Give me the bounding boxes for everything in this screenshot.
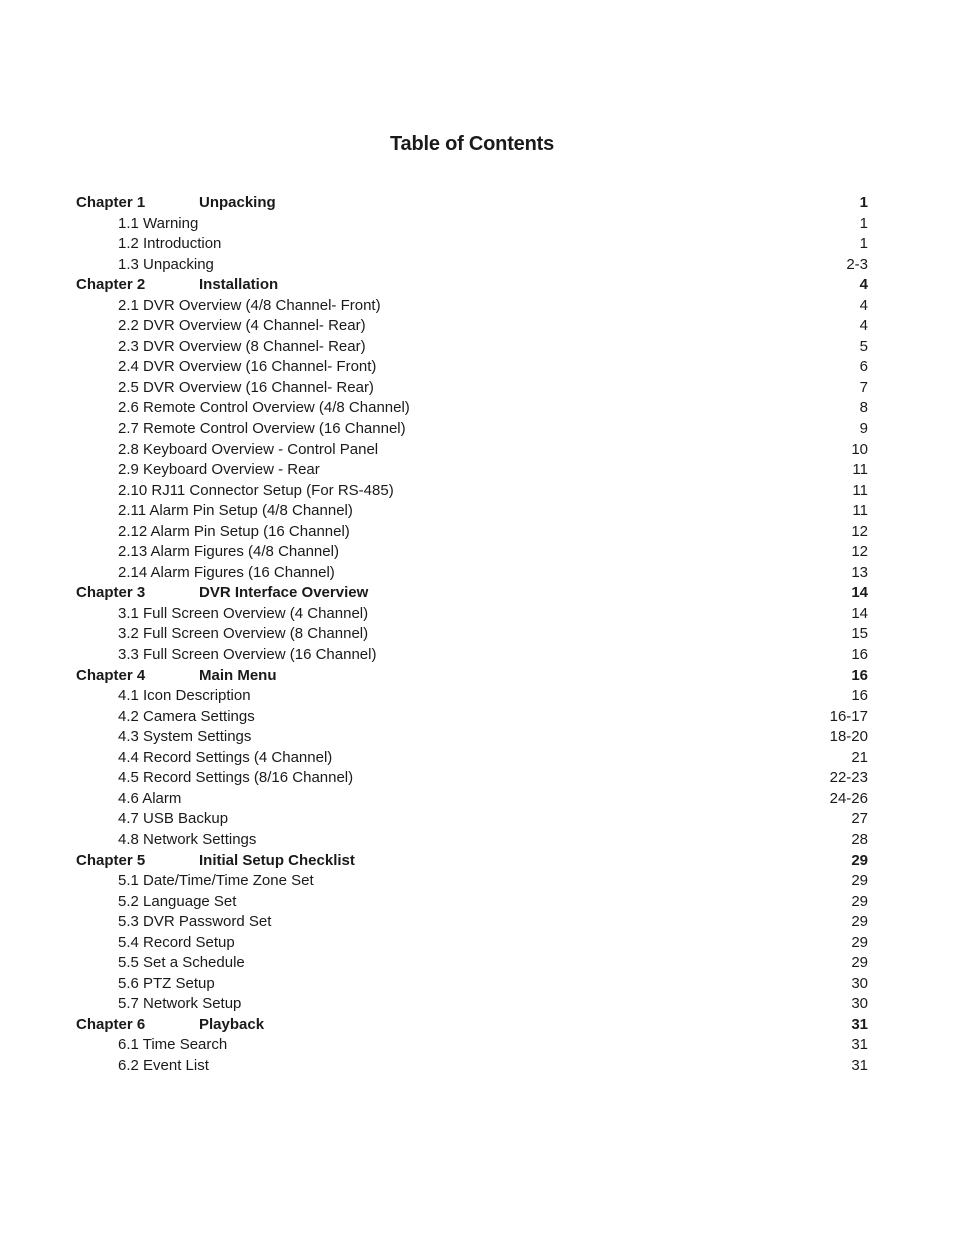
section-page-number: 16 (851, 646, 868, 664)
section-page-number: 4 (859, 317, 868, 335)
chapter-number: Chapter 4 (76, 666, 146, 684)
section-title: 6.1 Time Search (118, 1036, 228, 1054)
section-title: 1.1 Warning (118, 214, 199, 232)
chapter-page-number: 31 (851, 1015, 868, 1033)
section-title: 4.4 Record Settings (4 Channel) (118, 748, 333, 766)
section-page-number: 18-20 (829, 728, 868, 746)
section-title: 4.1 Icon Description (118, 687, 251, 705)
toc-section-row[interactable] (76, 337, 868, 358)
toc-section-row[interactable] (76, 707, 868, 728)
section-page-number: 7 (859, 378, 868, 396)
chapter-title: Installation (199, 276, 279, 294)
table-of-contents (76, 193, 868, 1077)
section-title: 4.5 Record Settings (8/16 Channel) (118, 769, 354, 787)
section-page-number: 16 (851, 687, 868, 705)
section-title: 2.7 Remote Control Overview (16 Channel) (118, 420, 406, 438)
section-page-number: 2-3 (846, 255, 868, 273)
section-page-number: 16-17 (829, 707, 868, 725)
section-page-number: 14 (851, 604, 868, 622)
toc-chapter-row[interactable] (76, 1015, 868, 1036)
section-title: 2.2 DVR Overview (4 Channel- Rear) (118, 317, 366, 335)
section-title: 4.2 Camera Settings (118, 707, 255, 725)
chapter-number: Chapter 1 (76, 194, 146, 211)
toc-chapter-row[interactable] (76, 851, 868, 872)
section-title: 3.1 Full Screen Overview (4 Channel) (118, 604, 369, 622)
chapter-page-number: 14 (851, 584, 868, 602)
section-page-number: 24-26 (829, 789, 868, 807)
section-title: 5.5 Set a Schedule (118, 954, 245, 972)
toc-section-row[interactable] (76, 727, 868, 748)
section-page-number: 5 (859, 337, 868, 355)
toc-section-row[interactable] (76, 460, 868, 481)
section-page-number: 10 (851, 440, 868, 458)
section-page-number: 21 (851, 748, 868, 766)
chapter-number: Chapter 2 (76, 276, 146, 294)
toc-section-row[interactable] (76, 1035, 868, 1056)
toc-section-row[interactable] (76, 624, 868, 645)
toc-section-row[interactable] (76, 912, 868, 933)
toc-section-row[interactable] (76, 501, 868, 522)
toc-section-row[interactable] (76, 378, 868, 399)
toc-section-row[interactable] (76, 892, 868, 913)
section-title: 2.14 Alarm Figures (16 Channel) (118, 563, 335, 581)
toc-section-row[interactable] (76, 748, 868, 769)
section-page-number: 8 (859, 399, 868, 417)
toc-section-row[interactable] (76, 933, 868, 954)
toc-section-row[interactable] (76, 871, 868, 892)
section-title: 2.8 Keyboard Overview - Control Panel (118, 440, 379, 458)
section-title: 5.3 DVR Password Set (118, 913, 272, 931)
section-page-number: 6 (859, 358, 868, 376)
section-page-number: 28 (851, 830, 868, 848)
section-page-number: 4 (859, 296, 868, 314)
toc-section-row[interactable] (76, 604, 868, 625)
toc-section-row[interactable] (76, 522, 868, 543)
section-title: 2.6 Remote Control Overview (4/8 Channel) (118, 399, 410, 417)
section-page-number: 11 (852, 502, 868, 520)
section-title: 4.3 System Settings (118, 728, 252, 746)
section-page-number: 27 (851, 810, 868, 828)
chapter-title: Initial Setup Checklist (199, 851, 355, 869)
section-page-number: 22-23 (829, 769, 868, 787)
toc-section-row[interactable] (76, 789, 868, 810)
chapter-title: Unpacking (199, 194, 276, 211)
toc-section-row[interactable] (76, 563, 868, 584)
section-title: 5.4 Record Setup (118, 933, 235, 951)
chapter-title: Main Menu (199, 666, 277, 684)
section-page-number: 12 (851, 522, 868, 540)
toc-section-row[interactable] (76, 1056, 868, 1077)
section-page-number: 29 (851, 872, 868, 890)
section-title: 2.3 DVR Overview (8 Channel- Rear) (118, 337, 366, 355)
section-title: 1.3 Unpacking (118, 255, 214, 273)
toc-section-row[interactable] (76, 686, 868, 707)
toc-chapter-row[interactable] (76, 666, 868, 687)
section-page-number: 29 (851, 892, 868, 910)
section-title: 2.12 Alarm Pin Setup (16 Channel) (118, 522, 350, 540)
toc-section-row[interactable] (76, 645, 868, 666)
toc-section-row[interactable] (76, 234, 868, 255)
toc-section-row[interactable] (76, 953, 868, 974)
section-page-number: 9 (859, 420, 868, 438)
toc-section-row[interactable] (76, 809, 868, 830)
toc-chapter-row[interactable] (76, 193, 868, 214)
chapter-page-number: 4 (859, 276, 868, 294)
section-page-number: 29 (851, 933, 868, 951)
section-page-number: 30 (851, 995, 868, 1013)
chapter-number: Chapter 6 (76, 1015, 146, 1033)
section-page-number: 30 (851, 974, 868, 992)
section-title: 2.9 Keyboard Overview - Rear (118, 461, 320, 479)
toc-chapter-row[interactable] (76, 275, 868, 296)
section-title: 3.2 Full Screen Overview (8 Channel) (118, 625, 369, 643)
toc-section-row[interactable] (76, 481, 868, 502)
chapter-page-number: 16 (851, 666, 868, 684)
section-title: 2.5 DVR Overview (16 Channel- Rear) (118, 378, 374, 396)
section-page-number: 29 (851, 954, 868, 972)
section-title: 6.2 Event List (118, 1056, 209, 1074)
section-page-number: 11 (852, 481, 868, 499)
section-title: 1.2 Introduction (118, 235, 222, 253)
section-title: 2.4 DVR Overview (16 Channel- Front) (118, 358, 377, 376)
chapter-title: DVR Interface Overview (199, 584, 369, 602)
toc-section-row[interactable] (76, 768, 868, 789)
section-page-number: 1 (859, 235, 868, 253)
section-page-number: 1 (859, 214, 868, 232)
section-title: 5.7 Network Setup (118, 995, 242, 1013)
section-title: 2.10 RJ11 Connector Setup (For RS-485) (118, 481, 394, 499)
section-title: 2.13 Alarm Figures (4/8 Channel) (118, 543, 339, 561)
chapter-title: Playback (199, 1015, 265, 1033)
page-title: Table of Contents (389, 133, 554, 155)
section-title: 4.8 Network Settings (118, 830, 257, 848)
toc-section-row[interactable] (76, 214, 868, 235)
chapter-page-number: 1 (859, 194, 868, 211)
toc-section-row[interactable] (76, 296, 868, 317)
toc-section-row[interactable] (76, 316, 868, 337)
toc-section-row[interactable] (76, 419, 868, 440)
toc-section-row[interactable] (76, 542, 868, 563)
toc-section-row[interactable] (76, 255, 868, 276)
section-title: 5.1 Date/Time/Time Zone Set (118, 872, 314, 890)
toc-section-row[interactable] (76, 974, 868, 995)
section-title: 4.6 Alarm (118, 789, 182, 807)
toc-section-row[interactable] (76, 440, 868, 461)
section-title: 5.6 PTZ Setup (118, 974, 215, 992)
section-page-number: 15 (851, 625, 868, 643)
section-page-number: 29 (851, 913, 868, 931)
chapter-number: Chapter 5 (76, 851, 146, 869)
toc-section-row[interactable] (76, 398, 868, 419)
section-title: 5.2 Language Set (118, 892, 237, 910)
chapter-number: Chapter 3 (76, 584, 146, 602)
chapter-page-number: 29 (851, 851, 868, 869)
section-page-number: 31 (851, 1036, 868, 1054)
toc-chapter-row[interactable] (76, 583, 868, 604)
toc-section-row[interactable] (76, 830, 868, 851)
toc-section-row[interactable] (76, 357, 868, 378)
section-title: 4.7 USB Backup (118, 810, 229, 828)
section-page-number: 11 (852, 461, 868, 479)
toc-section-row[interactable] (76, 994, 868, 1015)
section-title: 3.3 Full Screen Overview (16 Channel) (118, 646, 377, 664)
section-page-number: 13 (851, 563, 868, 581)
section-page-number: 12 (851, 543, 868, 561)
section-title: 2.1 DVR Overview (4/8 Channel- Front) (118, 296, 381, 314)
section-page-number: 31 (851, 1056, 868, 1074)
section-title: 2.11 Alarm Pin Setup (4/8 Channel) (118, 502, 353, 520)
